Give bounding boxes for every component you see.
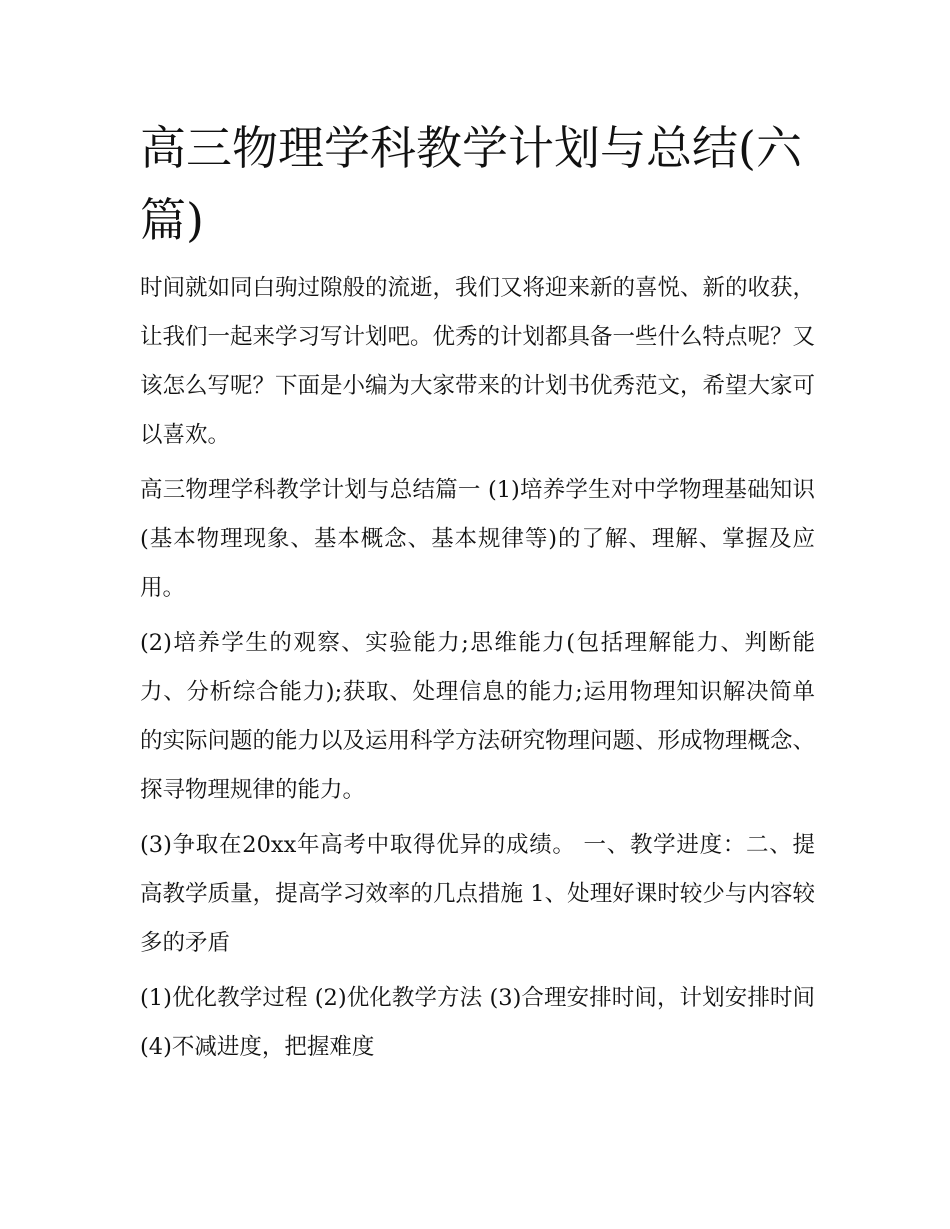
document-page	[140, 112, 815, 1078]
paragraph-section-one: 高三物理学科教学计划与总结篇一 (1)培养学生对中学物理基础知识(基本物理现象、基本概念、基本规律等)的了解、理解、掌握及应用。	[140, 477, 815, 601]
document-title: 高三物理学科教学计划与总结(六篇)	[140, 121, 802, 247]
paragraph-optimization: (1)优化教学过程 (2)优化教学方法 (3)合理安排时间，计划安排时间 (4)不减进度，把握难度	[140, 985, 815, 1060]
paragraph-intro: 时间就如同白驹过隙般的流逝，我们又将迎来新的喜悦、新的收获，让我们一起来学习写计划吧。优秀的计划都具备一些什么特点呢？又该怎么写呢？下面是小编为大家带来的计划书优秀范文，希望大家可以喜欢。	[140, 275, 816, 448]
paragraph-abilities: (2)培养学生的观察、实验能力;思维能力(包括理解能力、判断能力、分析综合能力);获取、处理信息的能力;运用物理知识解决简单的实际问题的能力以及运用科学方法研究物理问题、形成物理概念、探寻物理规律的能力。	[140, 630, 816, 803]
paragraph-goals-measures: (3)争取在20xx年高考中取得优异的成绩。 一、教学进度：二、提高教学质量，提高学习效率的几点措施 1、处理好课时较少与内容较多的矛盾	[140, 832, 815, 956]
